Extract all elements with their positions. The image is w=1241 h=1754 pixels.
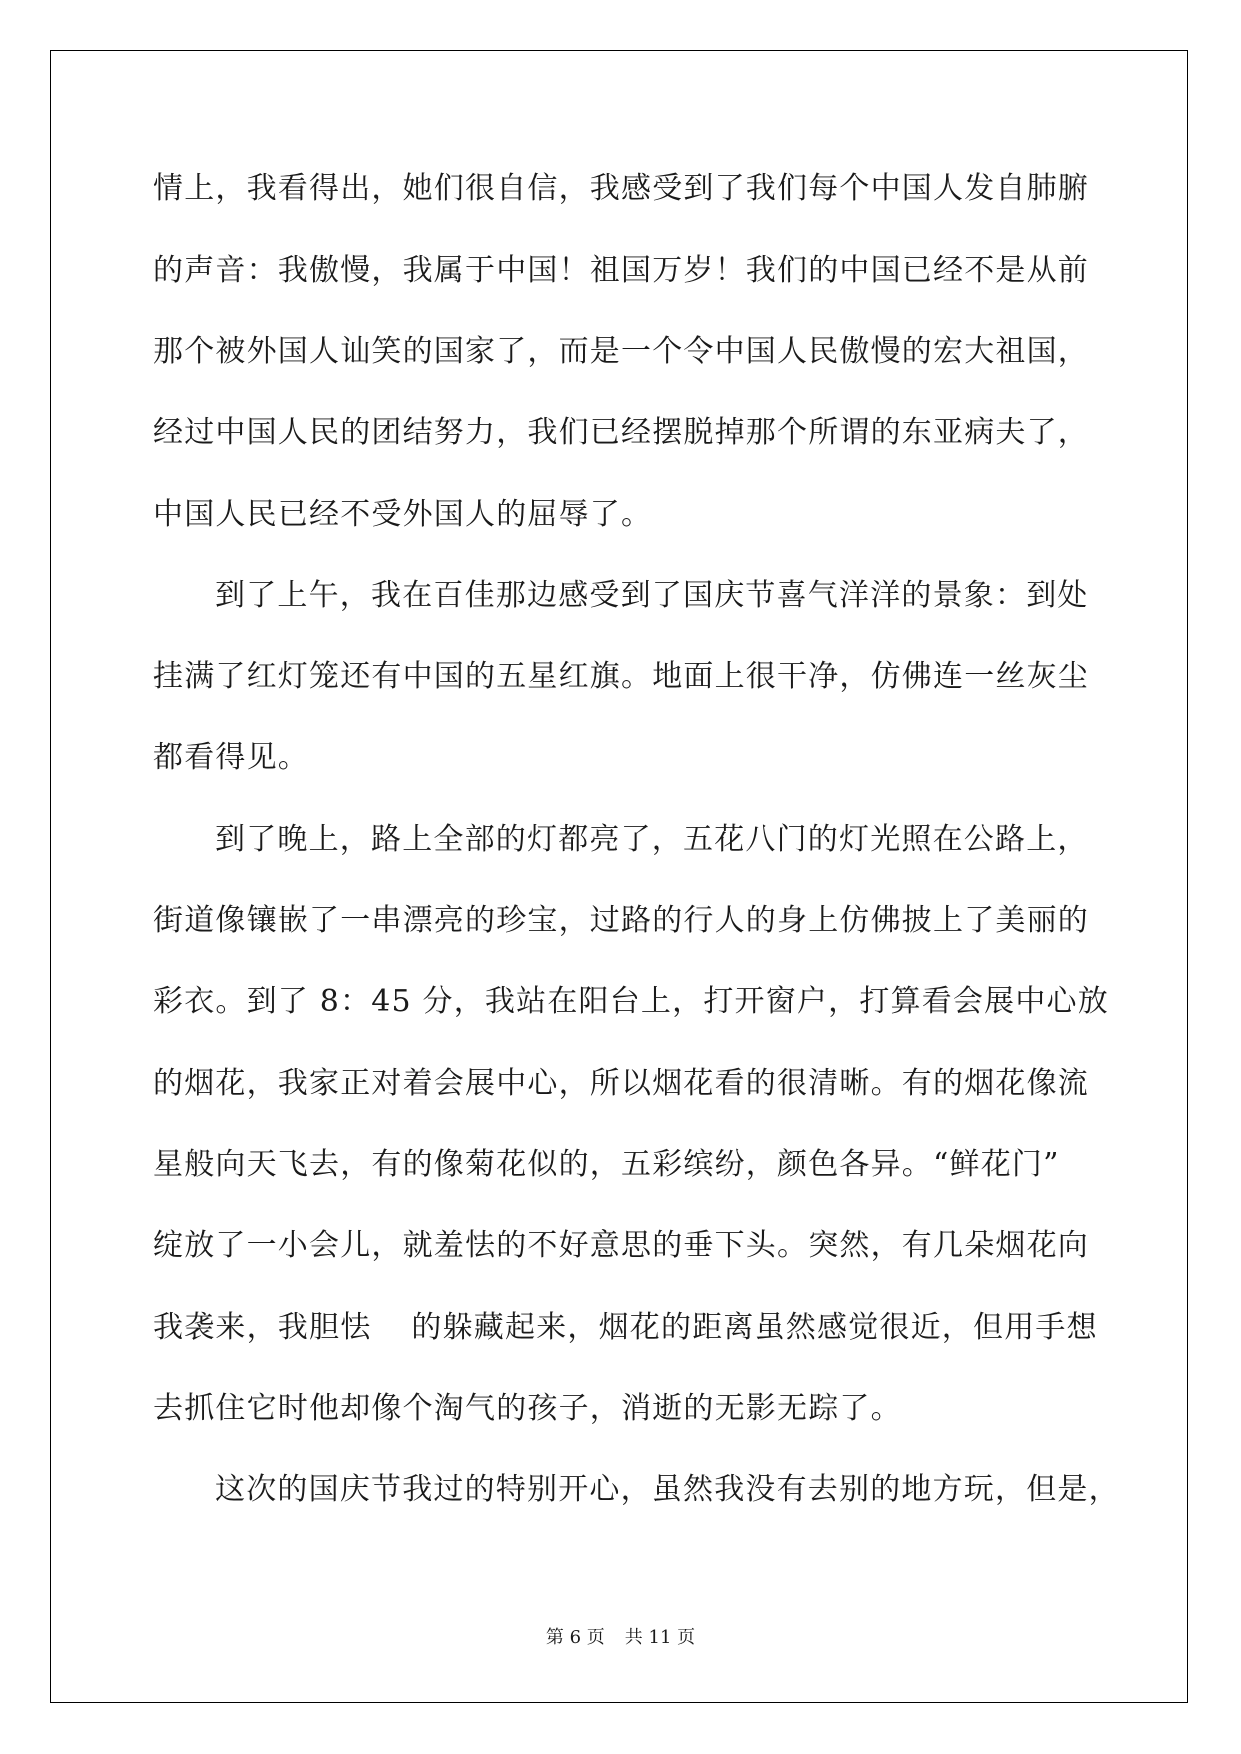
paragraph-line: 这次的国庆节我过的特别开心，虽然我没有去别的地方玩，但是， — [215, 1472, 1120, 1507]
page-footer — [0, 1627, 1241, 1649]
page-border — [50, 50, 1188, 1703]
paragraph-line: 彩衣。到了 8：45 分，我站在阳台上，打开窗户，打算看会展中心放 — [153, 984, 1109, 1019]
paragraph-line: 挂满了红灯笼还有中国的五星红旗。地面上很干净，仿佛连一丝灰尘 — [153, 659, 1089, 694]
line-segment: 的躲藏起来，烟花的距离虽然感觉很近，但用手想 — [411, 1310, 1098, 1345]
paragraph-line: 都看得见。 — [153, 740, 309, 775]
page-total: 共 11 页 — [624, 1627, 696, 1648]
paragraph-line — [153, 1310, 1098, 1346]
paragraph-line: 绽放了一小会儿，就羞怯的不好意思的垂下头。突然，有几朵烟花向 — [153, 1228, 1089, 1263]
paragraph-line: 街道像镶嵌了一串漂亮的珍宝，过路的行人的身上仿佛披上了美丽的 — [153, 903, 1089, 938]
paragraph-line: 到了晚上，路上全部的灯都亮了，五花八门的灯光照在公路上， — [215, 822, 1089, 857]
paragraph-line: 情上，我看得出，她们很自信，我感受到了我们每个中国人发自肺腑 — [153, 171, 1089, 206]
paragraph-line: 中国人民已经不受外国人的屈辱了。 — [153, 497, 653, 532]
paragraph-line: 的声音：我傲慢，我属于中国！祖国万岁！我们的中国已经不是从前 — [153, 253, 1089, 288]
paragraph-line: 那个被外国人讪笑的国家了，而是一个令中国人民傲慢的宏大祖国， — [153, 334, 1089, 369]
page-number: 第 6 页 — [545, 1627, 605, 1648]
paragraph-line: 到了上午，我在百佳那边感受到了国庆节喜气洋洋的景象：到处 — [215, 578, 1089, 613]
paragraph-line: 的烟花，我家正对着会展中心，所以烟花看的很清晰。有的烟花像流 — [153, 1066, 1089, 1101]
paragraph-line: 星般向天飞去，有的像菊花似的，五彩缤纷，颜色各异。“鲜花门” — [153, 1147, 1060, 1182]
paragraph-line: 经过中国人民的团结努力，我们已经摆脱掉那个所谓的东亚病夫了， — [153, 415, 1089, 450]
paragraph-line: 去抓住它时他却像个淘气的孩子，消逝的无影无踪了。 — [153, 1391, 902, 1426]
line-segment: 我袭来，我胆怯 — [153, 1310, 372, 1345]
